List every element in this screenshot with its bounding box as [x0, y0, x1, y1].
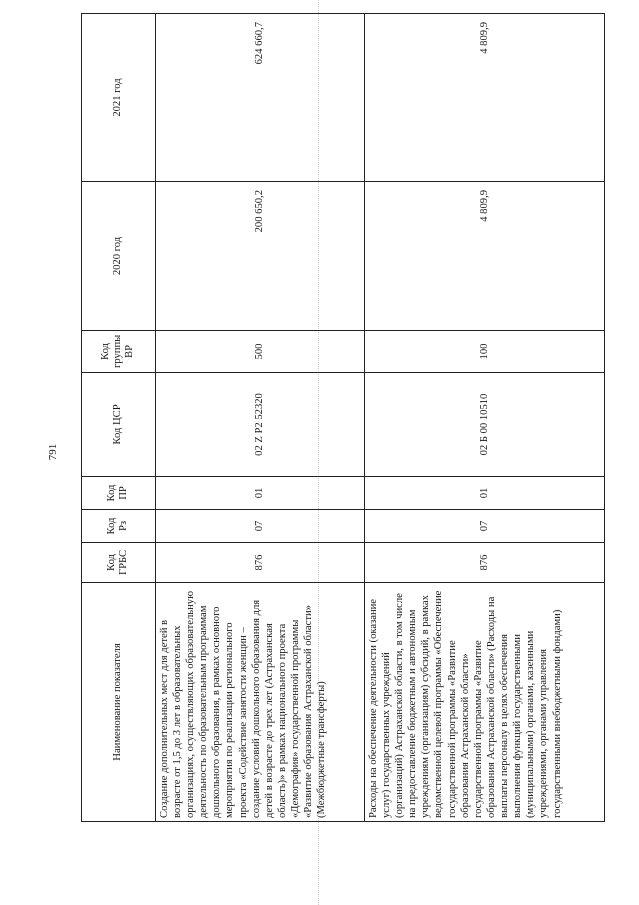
row-rz: 07	[155, 510, 364, 543]
rotated-table-wrapper	[81, 14, 605, 822]
header-2020: 2020 год	[82, 182, 156, 331]
table-row	[155, 14, 364, 822]
page-number: 791	[47, 443, 59, 461]
row-pr: 01	[155, 477, 364, 510]
header-2021: 2021 год	[82, 14, 156, 182]
header-grbs: Код ГРБС	[82, 543, 156, 583]
row-pr: 01	[364, 477, 604, 510]
row-grbs: 876	[155, 543, 364, 583]
row-name: Расходы на обеспечение деятельности (оказание услуг) государственных учреждений (организаций) Астраханской области, в том числе на предоставление бюджетным и автономным учреждениям (организациям) субсидий, в рамках ведомственной целевой программы «Обеспечение государственной программы «Развитие образования Астраханской области» государственной программы «Развитие образования Астраханской области» (Расходы на выплаты персоналу в целях обеспечения выполнения функций государственными (муниципальными) органами, казенными учреждениями, органами управления государственными внебюджетными фондами)	[364, 583, 604, 822]
budget-table	[81, 13, 605, 822]
row-2021: 4 809,9	[364, 14, 604, 182]
row-2021: 624 660,7	[155, 14, 364, 182]
header-pr: Код ПР	[82, 477, 156, 510]
header-row	[82, 14, 156, 822]
row-name: Создание дополнительных мест для детей в возрасте от 1,5 до 3 лет в образовательных организациях, осуществляющих образовательную деятельность по образовательным программам дошкольного образования, в рамках основного мероприятия по реализации регионального проекта «Содействие занятости женщин – создание условий дошкольного образования для детей в возрасте до трех лет (Астраханская область)» в рамках национального проекта «Демография» государственной программы «Развитие образования Астраханской области» (Межбюджетные трансферты)	[155, 583, 364, 822]
row-vr: 500	[155, 331, 364, 373]
row-csr: 02 Б 00 10510	[364, 373, 604, 477]
header-vr: Код группы ВР	[82, 331, 156, 373]
row-2020: 4 809,9	[364, 182, 604, 331]
row-csr: 02 Z P2 52320	[155, 373, 364, 477]
table-row	[364, 14, 604, 822]
row-grbs: 876	[364, 543, 604, 583]
row-rz: 07	[364, 510, 604, 543]
row-2020: 200 650,2	[155, 182, 364, 331]
header-csr: Код ЦСР	[82, 373, 156, 477]
row-vr: 100	[364, 331, 604, 373]
header-name: Наименование показателя	[82, 583, 156, 822]
header-rz: Код Рз	[82, 510, 156, 543]
